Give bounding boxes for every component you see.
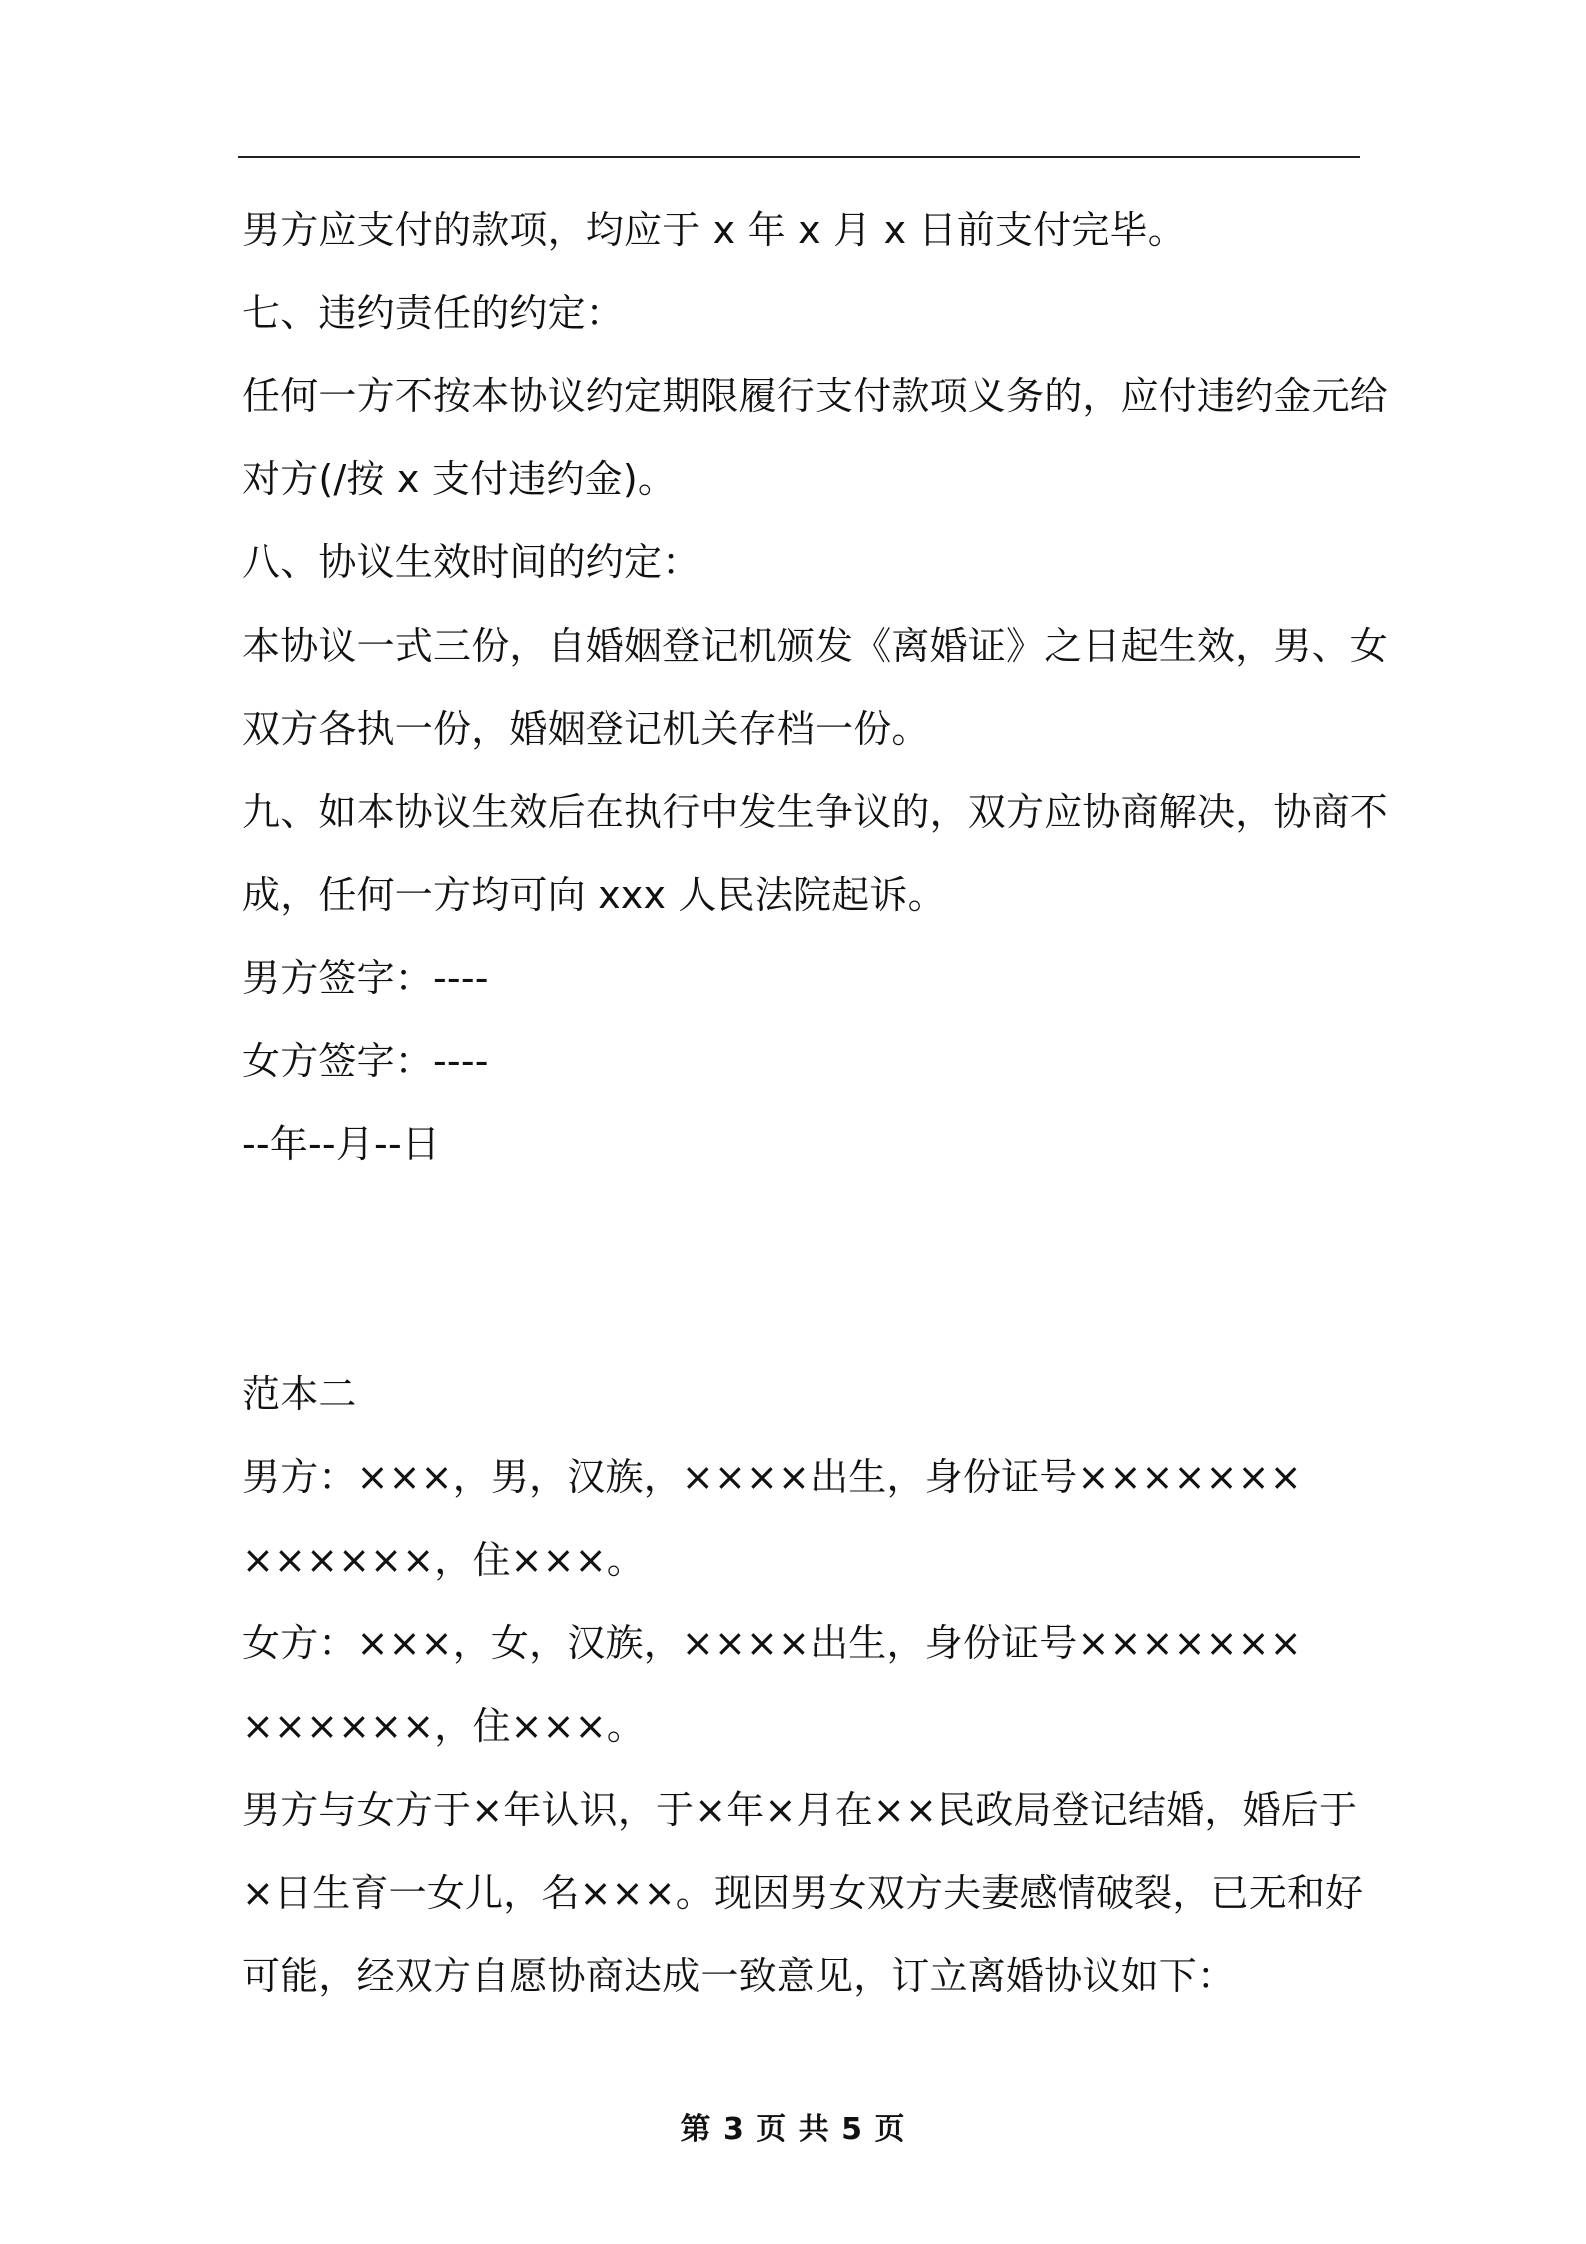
section-8-heading: 八、协议生效时间的约定： — [242, 540, 701, 584]
date-line: --年--月--日 — [242, 1122, 441, 1166]
section-7-heading: 七、违约责任的约定： — [242, 291, 625, 335]
header-rule — [238, 156, 1360, 158]
male-party-line-1: 男方：×××，男，汉族，××××出生，身份证号××××××× — [242, 1455, 1302, 1499]
section-7-text-line-1: 任何一方不按本协议约定期限履行支付款项义务的，应付违约金元给 — [242, 374, 1389, 418]
section-9-text-line-2: 成，任何一方均可向 xxx 人民法院起诉。 — [242, 873, 946, 917]
section-8-text-line-2: 双方各执一份，婚姻登记机关存档一份。 — [242, 707, 930, 751]
section-8-text-line-1: 本协议一式三份，自婚姻登记机颁发《离婚证》之日起生效，男、女 — [242, 624, 1389, 668]
female-party-line-1: 女方：×××，女，汉族，××××出生，身份证号××××××× — [242, 1621, 1302, 1665]
background-line-2: ×日生育一女儿，名×××。现因男女双方夫妻感情破裂，已无和好 — [242, 1871, 1364, 1915]
female-signature-line: 女方签字：---- — [242, 1039, 489, 1083]
female-party-line-2: ××××××，住×××。 — [242, 1704, 645, 1748]
section-9-text-line-1: 九、如本协议生效后在执行中发生争议的，双方应协商解决，协商不 — [242, 790, 1389, 834]
male-party-line-2: ××××××，住×××。 — [242, 1538, 645, 1582]
section-7-text-line-2: 对方(/按 x 支付违约金)。 — [242, 457, 677, 501]
background-line-3: 可能，经双方自愿协商达成一致意见，订立离婚协议如下： — [242, 1954, 1236, 1998]
payment-deadline-line: 男方应支付的款项，均应于 x 年 x 月 x 日前支付完毕。 — [242, 208, 1186, 252]
template-2-title: 范本二 — [242, 1372, 357, 1416]
male-signature-line: 男方签字：---- — [242, 956, 489, 1000]
page-number-footer: 第 3 页 共 5 页 — [680, 2112, 906, 2147]
background-line-1: 男方与女方于×年认识，于×年×月在××民政局登记结婚，婚后于 — [242, 1788, 1358, 1832]
